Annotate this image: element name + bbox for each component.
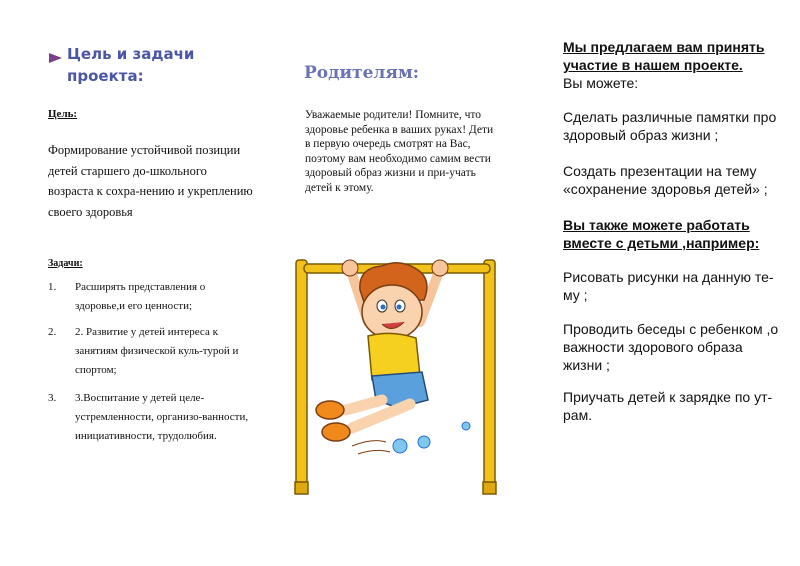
goals-title: Цель и задачи проекта: <box>67 45 195 85</box>
task-item <box>48 389 253 446</box>
boy-on-bar-illustration <box>290 250 510 498</box>
parents-intro-text: Уважаемые родители! Помните, что здоровье ребенка в ваших руках! Дети в первую очередь смотрят на Вас, поэтому вам необходимо самим вести здоровый образ жизни и при-учать детей к этому. <box>305 109 494 194</box>
goals-column <box>0 0 265 566</box>
goal-label: Цель: <box>48 108 78 120</box>
you-can-label: Вы можете: <box>563 75 639 91</box>
activity-item: Приучать детей к зарядке по ут-рам. <box>563 389 773 423</box>
task-text: 3.Воспитание у детей целе-устремленности, организо-ванности, инициативности, трудолюбия. <box>75 392 249 442</box>
goal-text: Формирование устойчивой позиции детей старшего до-школьного возраста к сохра-нению и укреплению своего здоровья <box>48 143 253 219</box>
task-item <box>48 323 253 380</box>
offer-item: Создать презентации на тему «сохранение здоровья детей» ; <box>563 163 768 197</box>
task-number: 2. <box>48 326 57 338</box>
arrow-bullet-icon <box>49 53 62 63</box>
tasks-label: Задачи: <box>48 258 83 269</box>
task-text: Расширять представления о здоровье,и его ценности; <box>75 281 206 312</box>
offer-item: Сделать различные памятки про здоровый образ жизни ; <box>563 109 777 143</box>
together-heading: Вы также можете работать вместе с детьми ,например: <box>563 217 760 251</box>
task-number: 1. <box>48 281 57 293</box>
invite-heading: Мы предлагаем вам принять участие в нашем проекте. <box>563 39 765 73</box>
task-item <box>48 278 253 316</box>
task-number: 3. <box>48 392 57 404</box>
task-text: 2. Развитие у детей интереса к занятиям физической куль-турой и спортом; <box>75 326 239 376</box>
activity-item: Проводить беседы с ребенком ,о важности здорового образа жизни ; <box>563 321 779 373</box>
parents-title: Родителям: <box>304 63 419 83</box>
activity-item: Рисовать рисунки на данную те-му ; <box>563 269 774 303</box>
